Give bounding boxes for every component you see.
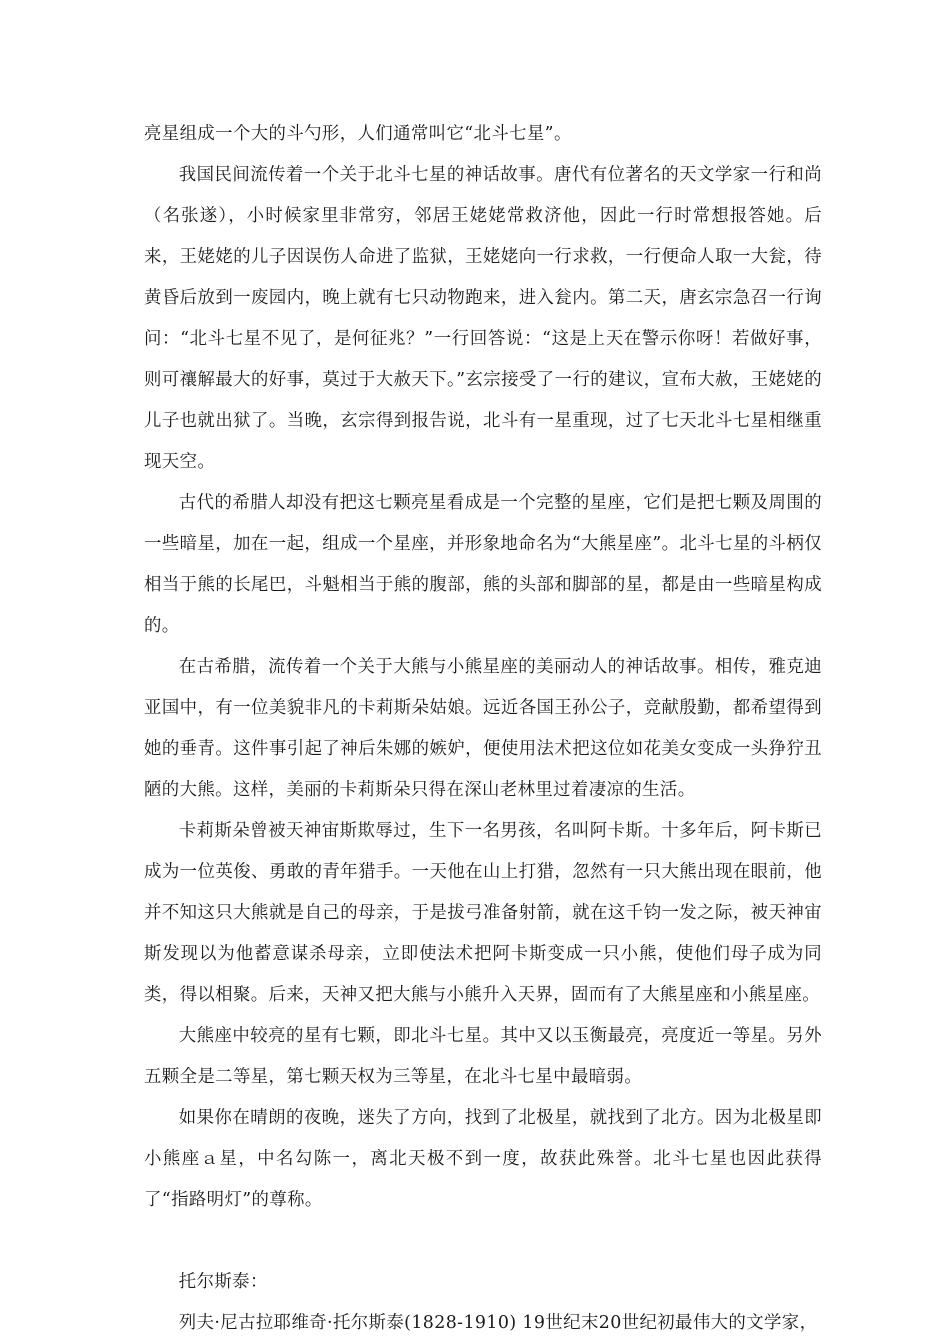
document-page [144,114,822,1344]
paragraph-3: 古代的希腊人却没有把这七颗亮星看成是一个完整的星座，它们是把七颗及周围的一些暗星，加在一起，组成一个星座，并形象地命名为“大熊星座”。北斗七星的斗柄仅相当于熊的长尾巴，斗魁相当于熊的腹部，熊的头部和脚部的星，都是由一些暗星构成的。 [144,493,822,636]
paragraph-5: 卡莉斯朵曾被天神宙斯欺辱过，生下一名男孩，名叫阿卡斯。十多年后，阿卡斯已成为一位英俊、勇敢的青年猎手。一天他在山上打猎，忽然有一只大熊出现在眼前，他并不知这只大熊就是自己的母亲，于是拔弓准备射箭，就在这千钧一发之际，被天神宙斯发现以为他蓄意谋杀母亲，立即使法术把阿卡斯变成一只小熊，使他们母子成为同类，得以相聚。后来，天神又把大熊与小熊升入天界，固而有了大熊星座和小熊星座。 [144,821,822,1005]
paragraph-7: 如果你在晴朗的夜晚，迷失了方向，找到了北极星，就找到了北方。因为北极星即小熊座ａ星，中名勾陈一，离北天极不到一度，故获此殊誉。北斗七星也因此获得了“指路明灯”的尊称。 [144,1108,822,1210]
section-body: 列夫·尼古拉耶维奇·托尔斯泰(1828-1910) 19世纪末20世纪初最伟大的文学家， [178,1313,818,1333]
paragraph-2: 我国民间流传着一个关于北斗七星的神话故事。唐代有位著名的天文学家一行和尚（名张遂），小时候家里非常穷，邻居王姥姥常救济他，因此一行时常想报答她。后来，王姥姥的儿子因误伤人命进了监狱，王姥姥向一行求救，一行便命人取一大瓮，待黄昏后放到一废园内，晚上就有七只动物跑来，进入瓮内。第二天，唐玄宗急召一行询问：“北斗七星不见了，是何征兆？”一行回答说：“这是上天在警示你呀！若做好事，则可禳解最大的好事，莫过于大赦天下。”玄宗接受了一行的建议，宣布大赦，王姥姥的儿子也就出狱了。当晚，玄宗得到报告说，北斗有一星重现，过了七天北斗七星相继重现天空。 [144,165,822,472]
paragraph-4: 在古希腊，流传着一个关于大熊与小熊星座的美丽动人的神话故事。相传，雅克迪亚国中，有一位美貌非凡的卡莉斯朵姑娘。远近各国王孙公子，竞献殷勤，都希望得到她的垂青。这件事引起了神后朱娜的嫉妒，便使用法术把这位如花美女变成一头狰狞丑陋的大熊。这样，美丽的卡莉斯朵只得在深山老林里过着凄凉的生活。 [144,657,822,800]
blank-line [144,1221,822,1262]
paragraph-1: 亮星组成一个大的斗勺形，人们通常叫它“北斗七星”。 [144,124,572,144]
section-heading: 托尔斯泰： [178,1272,268,1292]
paragraph-6: 大熊座中较亮的星有七颗，即北斗七星。其中又以玉衡最亮，亮度近一等星。另外五颗全是二等星，第七颗天权为三等星，在北斗七星中最暗弱。 [144,1026,822,1087]
